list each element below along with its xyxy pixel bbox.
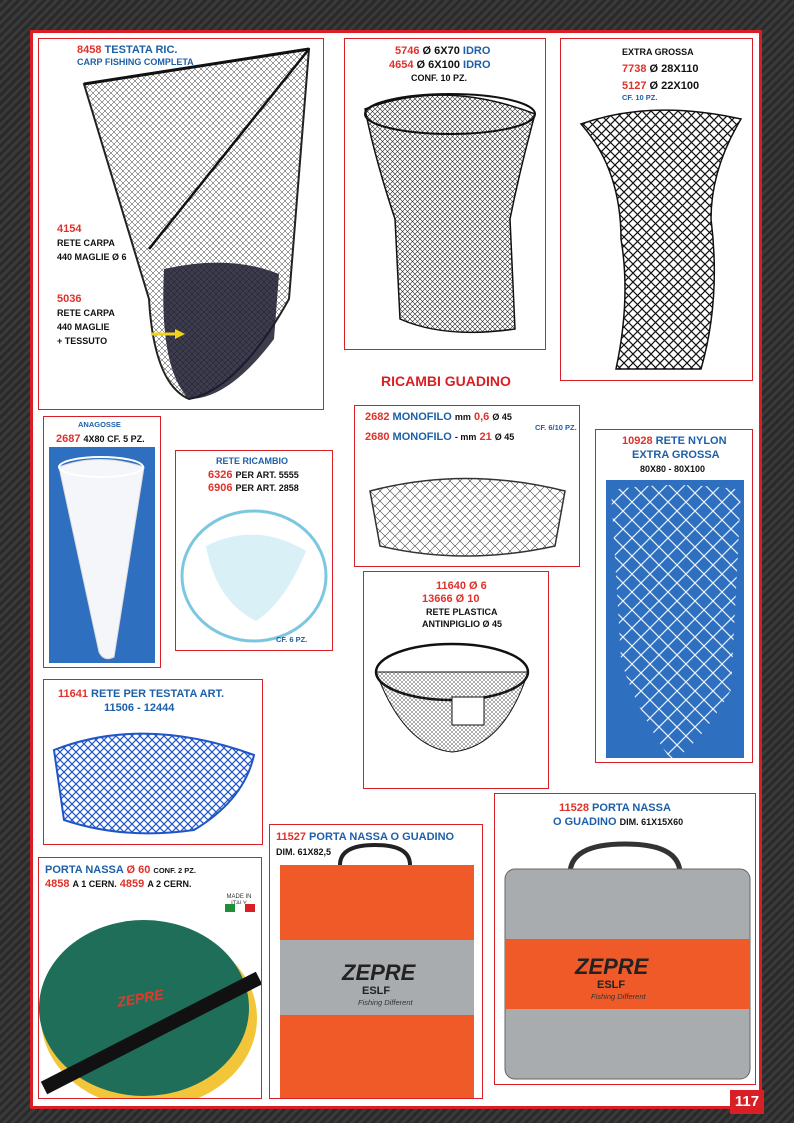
- product-rete-ricambio[interactable]: [175, 450, 333, 651]
- black-net-image: [345, 39, 546, 350]
- code-10928: 10928: [622, 435, 653, 447]
- label-2680: MONOFILO: [392, 431, 452, 443]
- section-title: RICAMBI GUADINO: [381, 373, 511, 389]
- plastica-line1: RETE PLASTICA: [426, 607, 498, 617]
- size-5127: Ø 22X100: [649, 80, 700, 92]
- val-2680: 21: [479, 431, 492, 443]
- product-porta-nassa[interactable]: [38, 857, 262, 1099]
- product-11641[interactable]: [43, 679, 263, 845]
- product-11640[interactable]: [363, 571, 549, 789]
- code-4654: 4654: [389, 59, 414, 71]
- subtitle-8458: CARP FISHING COMPLETA: [77, 57, 194, 67]
- title-10928: RETE NYLON: [655, 435, 727, 447]
- dia-2680: Ø 45: [494, 432, 515, 442]
- title-11641: RETE PER TESTATA ART.: [91, 688, 225, 700]
- unit-2680: - mm: [454, 432, 477, 442]
- landing-net-image: [39, 39, 324, 410]
- dia-11640: Ø 6: [469, 580, 487, 592]
- desc-4858: A 1 CERN.: [72, 879, 117, 889]
- dia-13666: Ø 10: [455, 593, 480, 605]
- size-4654: Ø 6X100: [416, 59, 460, 71]
- porta-nassa-title: PORTA NASSA: [45, 864, 124, 876]
- brand-11527: ZEPRE: [342, 960, 416, 985]
- desc-4154-1: RETE CARPA: [57, 238, 115, 248]
- code-8458: 8458: [77, 44, 102, 56]
- plastica-net-image: [364, 572, 549, 789]
- code-2680: 2680: [365, 431, 390, 443]
- desc-4154-2: 440 MAGLIE Ø 6: [57, 252, 127, 262]
- code-6326: 6326: [208, 469, 233, 481]
- product-anagosse[interactable]: [43, 416, 161, 668]
- subtitle-10928: EXTRA GROSSA: [632, 449, 720, 461]
- anagosse-title: ANAGOSSE: [78, 420, 121, 429]
- dim-11528: DIM. 61X15X60: [619, 817, 684, 827]
- round-bag-image: [39, 858, 262, 1099]
- code-2682: 2682: [365, 411, 390, 423]
- code-11527: 11527: [276, 831, 306, 843]
- product-8458[interactable]: [38, 38, 324, 410]
- monofilo-net-image: [355, 406, 580, 567]
- desc-5036-1: RETE CARPA: [57, 308, 115, 318]
- code-11641: 11641: [58, 688, 88, 700]
- page-number: 117: [730, 1090, 764, 1114]
- title-8458: TESTATA RIC.: [104, 44, 178, 56]
- catalog-page: [30, 30, 762, 1109]
- desc-2687: 4X80 CF. 5 PZ.: [83, 434, 145, 444]
- code-4859: 4859: [119, 878, 145, 890]
- code-11528: 11528: [559, 802, 589, 814]
- product-extra-grossa[interactable]: [560, 38, 753, 381]
- desc-6906: PER ART. 2858: [235, 483, 299, 493]
- dia-2682: Ø 45: [492, 412, 512, 422]
- desc-6326: PER ART. 5555: [235, 470, 299, 480]
- ricambio-title: RETE RICAMBIO: [216, 456, 288, 466]
- title-11528: PORTA NASSA: [592, 802, 671, 814]
- unit-2682: mm: [454, 412, 471, 422]
- extra-net-image: [561, 39, 753, 381]
- brand-porta-nassa: ZEPRE: [115, 986, 165, 1010]
- pack-monofilo: CF. 6/10 PZ.: [535, 423, 577, 432]
- product-10928[interactable]: [595, 429, 753, 763]
- label-2682: MONOFILO: [392, 411, 452, 423]
- type-5746: IDRO: [462, 45, 491, 57]
- sub-11528: ESLF: [597, 979, 626, 991]
- product-5746-4654[interactable]: [344, 38, 546, 350]
- size-7738: Ø 28X110: [649, 63, 699, 75]
- code-5746: 5746: [395, 45, 420, 57]
- code-4154: 4154: [57, 223, 82, 235]
- pack-ricambio: CF. 6 PZ.: [276, 635, 308, 644]
- code-2687: 2687: [56, 433, 81, 445]
- blue-mesh-image: [44, 680, 263, 845]
- extra-title: EXTRA GROSSA: [622, 47, 694, 57]
- code-6906: 6906: [208, 482, 233, 494]
- code-4858: 4858: [45, 878, 70, 890]
- sub-11527: ESLF: [362, 985, 391, 997]
- dim-11527: DIM. 61X82,5: [276, 847, 332, 857]
- blue-net-image: [176, 451, 333, 651]
- tag-11528: Fishing Different: [591, 992, 646, 1001]
- code-5127: 5127: [622, 80, 647, 92]
- anagosse-net-image: [44, 417, 161, 668]
- product-monofilo[interactable]: [354, 405, 580, 567]
- brand-11528: ZEPRE: [575, 954, 649, 979]
- porta-nassa-pack: CONF. 2 PZ.: [153, 866, 196, 875]
- made-in-label: MADE IN: [226, 894, 252, 900]
- nylon-net-image: [596, 430, 753, 763]
- desc-4859: A 2 CERN.: [147, 879, 192, 889]
- size-5746: Ø 6X70: [422, 45, 460, 57]
- title2-11528: O GUADINO: [553, 816, 617, 828]
- code-11640: 11640: [436, 580, 466, 592]
- pack-4654: CONF. 10 PZ.: [411, 73, 468, 83]
- val-2682: 0,6: [473, 411, 490, 423]
- code-5036: 5036: [57, 293, 82, 305]
- pack-5127: CF. 10 PZ.: [622, 93, 658, 102]
- box-bag-image: [495, 794, 756, 1085]
- desc-5036-2: 440 MAGLIE: [57, 322, 110, 332]
- size-10928: 80X80 - 80X100: [640, 464, 706, 474]
- tag-11527: Fishing Different: [358, 998, 413, 1007]
- subtitle-11641: 11506 - 12444: [104, 702, 175, 714]
- product-11527[interactable]: [269, 824, 483, 1099]
- title-11527: PORTA NASSA O GUADINO: [309, 831, 455, 843]
- plastica-line2: ANTINPIGLIO Ø 45: [422, 619, 503, 629]
- porta-nassa-dia: Ø 60: [126, 864, 151, 876]
- type-4654: IDRO: [463, 59, 491, 71]
- code-13666: 13666: [422, 593, 453, 605]
- product-11528[interactable]: [494, 793, 756, 1085]
- desc-5036-3: + TESSUTO: [57, 336, 108, 346]
- code-7738: 7738: [622, 63, 647, 75]
